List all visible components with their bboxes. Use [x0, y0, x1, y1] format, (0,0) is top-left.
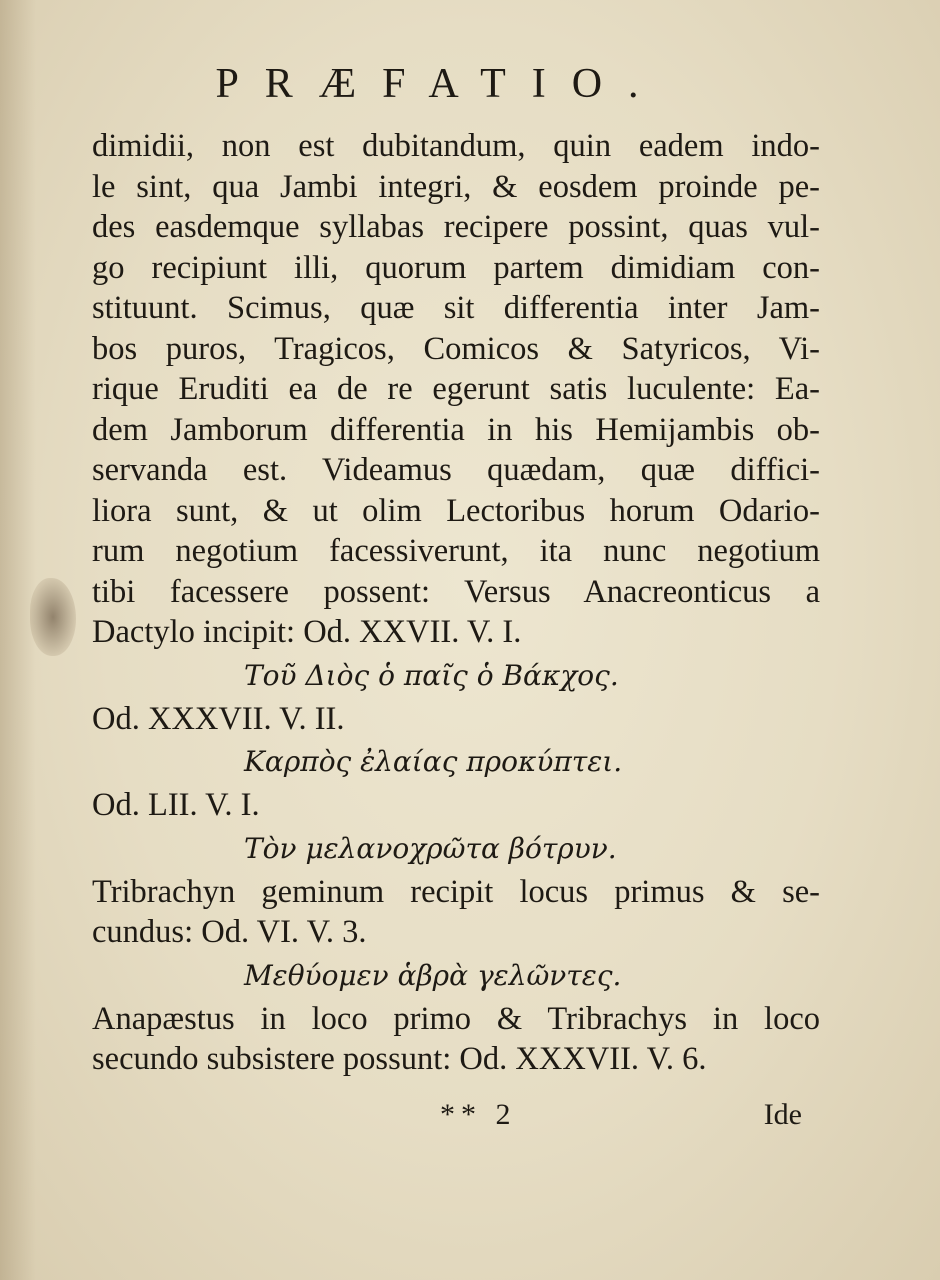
text-line: dem Jamborum differentia in his Hemijambis ob- — [92, 411, 820, 448]
catchword: Ide — [763, 1098, 802, 1131]
reference-line: Od. LII. V. I. — [92, 787, 260, 823]
greek-verse-line: Τὸν μελανοχρῶτα βότρυν. — [244, 831, 617, 865]
text-line: stituunt. Scimus, quæ sit differentia inter Jam- — [92, 290, 820, 326]
text-line: le sint, qua Jambi integri, & eosdem proinde pe- — [92, 168, 820, 205]
text-line: tibi facessere possent: Versus Anacreonticus a — [92, 573, 820, 610]
text-line: liora sunt, & ut olim Lectoribus horum Odario- — [92, 492, 820, 529]
text-line: bos puros, Tragicos, Comicos & Satyricos, Vi- — [92, 330, 820, 367]
text-line: rique Eruditi ea de re egerunt satis luculente: Ea- — [92, 371, 820, 407]
text-line: rum negotium facessiverunt, ita nunc negotium — [92, 533, 820, 569]
greek-verse-line: Μεθύομεν ἁβρὰ γελῶντες. — [244, 958, 622, 992]
reference-line: Od. XXXVII. V. II. — [92, 700, 345, 737]
text-line: des easdemque syllabas recipere possint, quas vul- — [92, 209, 820, 245]
reference-line: Dactylo incipit: Od. XXVII. V. I. — [92, 614, 522, 650]
text-line: go recipiunt illi, quorum partem dimidiam con- — [92, 249, 820, 286]
running-head: PRÆFATIO. — [215, 61, 665, 107]
text-line: servanda est. Videamus quædam, quæ diffici- — [92, 452, 820, 488]
page-footer — [92, 1098, 812, 1142]
text-line: dimidii, non est dubitandum, quin eadem indo- — [92, 128, 820, 164]
text-line: Tribrachyn geminum recipit locus primus & se- — [92, 873, 820, 910]
text-block — [92, 126, 820, 1080]
text-line: Anapæstus in loco primo & Tribrachys in loco — [92, 1000, 820, 1037]
reference-line: secundo subsistere possunt: Od. XXXVII. V. 6. — [92, 1041, 707, 1077]
greek-verse-line: Καρπὸς ἐλαίας προκύπτει. — [244, 745, 623, 778]
ink-stain — [30, 578, 76, 656]
signature-mark: ** 2 — [440, 1098, 517, 1131]
reference-line: cundus: Od. VI. V. 3. — [92, 914, 367, 950]
greek-verse-line: Τοῦ Διὸς ὁ παῖς ὁ Βάκχος. — [244, 658, 619, 692]
